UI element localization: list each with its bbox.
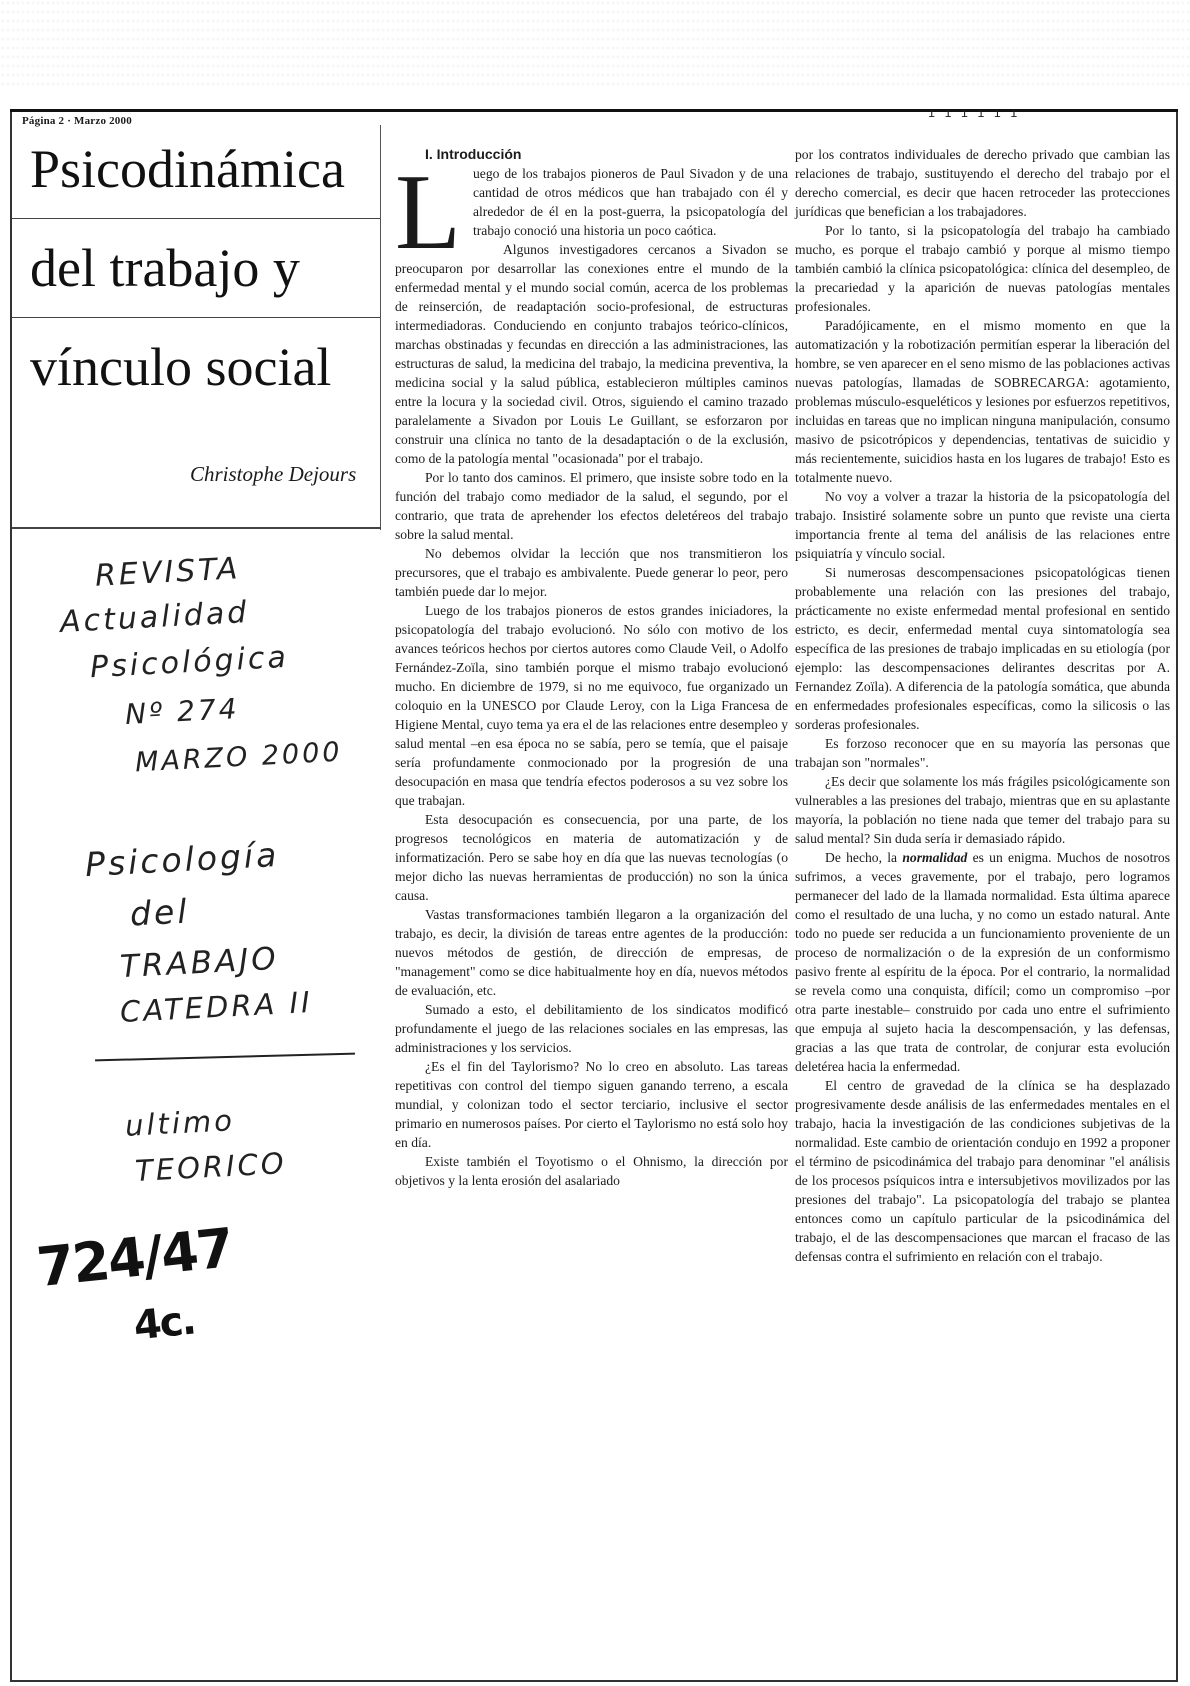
paragraph: Algunos investigadores cercanos a Sivadon se preocuparon por desarrollar las conexiones entre el mundo de la enfermedad mental y el mundo social común, acerca de los problemas de reinserción, de readaptación socio-profesional, de estructuras intermediadoras. Conduciendo en conjunto trabajos teórico-clínicos, marchas obstinadas y fecundas en dirección a las administraciones, las estructuras de salud, la medicina del trabajo, la medicina preventiva, la medicina social y la salud pública, establecieron múltiples caminos entre la locura y la sociedad civil. Otros, siguiendo el camino trazado paralelamente a Sivadon por Louis Le Guillant, se esforzaron por construir una clínica no tanto de la desadaptación o de la exclusión, como de la patología mental "ocasionada" por el trabajo. — [395, 242, 788, 466]
paragraph: ¿Es el fin del Taylorismo? No lo creo en absoluto. Las tareas repetitivas con control del tiempo siguen ganando terreno, a escala mundial, y colonizan todo el sector terciario, inclusive el sector primario en numerosos países. Por cierto el Taylorismo no está solo hoy en día. — [395, 1059, 788, 1150]
paragraph: Por lo tanto, si la psicopatología del trabajo ha cambiado mucho, es porque el trabajo cambió y porque al mismo tiempo también cambió la clínica psicopatológica: clínica del desempleo, de la precariedad y la aparición de nuevas patologías mentales profesionales. — [795, 223, 1170, 314]
stamp-number — [34, 1216, 242, 1362]
emphasis-term: normalidad — [902, 850, 968, 865]
paragraph: por los contratos individuales de derecho privado que cambian las relaciones de trabajo, sustituyendo el derecho del trabajo por el derecho comercial, es decir que hacen retroceder las protecciones jurídicas que benefician a los trabajadores. — [795, 147, 1170, 219]
right-rule — [1176, 112, 1178, 1682]
handwritten-note: MARZO 2000 — [134, 736, 344, 779]
title-line-2: del trabajo y — [12, 219, 380, 318]
handwritten-note: ultimo — [124, 1103, 236, 1143]
article-column-2 — [395, 145, 788, 1190]
paragraph: No voy a volver a trazar la historia de la psicopatología del trabajo. Insistiré solamente sobre un punto que reviste una cierta importancia frente al tema del análisis de las relaciones entre psiquiatría y vínculo social. — [795, 489, 1170, 561]
handwritten-note: Actualidad — [59, 595, 251, 640]
stamp-line-2: 4c. — [131, 1297, 197, 1350]
page-marks: ı ı ı ı ı ı — [928, 106, 1019, 120]
bottom-rule — [10, 1680, 1178, 1682]
paragraph: Sumado a esto, el debilitamiento de los sindicatos modificó profundamente el juego de las relaciones sociales en las empresas, las administraciones y los servicios. — [395, 1002, 788, 1055]
title-line-1: Psicodinámica — [12, 128, 380, 219]
paragraph: Existe también el Toyotismo o el Ohnismo, la dirección por objetivos y la lenta erosión del asalariado — [395, 1154, 788, 1188]
title-line-3: vínculo social — [30, 337, 332, 397]
handwritten-note: Psicológica — [89, 639, 290, 686]
handwritten-note: Psicología — [84, 834, 281, 885]
paragraph-text: es un enigma. Muchos de nosotros sufrimos, a veces gravemente, por el trabajo, pero logramos permanecer del lado de la llamada normalidad. Esta última aparece como el resultado de una lucha, y no como un estado natural. Ante todo no puede ser reducida a un funcionamiento proveniente de un proceso de normalización o de la expresión de un conformismo pasivo frente al espíritu de la época. Por el contrario, la normalidad se revela como una conquista, difícil; como un compromiso –por otra parte inestable– construido por cada uno entre el sufrimiento que empuja al sujeto hacia la descompensación, y las defensas, gracias a las que trata de controlar, de conjurar esta evolución deletérea hacia la enfermedad. — [795, 850, 1170, 1074]
article-title — [12, 128, 380, 416]
handwritten-note: Nº 274 — [124, 692, 241, 731]
handwritten-note: TRABAJO — [119, 940, 280, 986]
dropcap: L — [395, 153, 461, 272]
handwritten-underline — [95, 1053, 355, 1062]
article-column-3 — [795, 145, 1170, 1266]
column-divider — [380, 125, 381, 530]
paragraph: No debemos olvidar la lección que nos transmitieron los precursores, que el trabajo es ambivalente. Puede generar lo peor, pero también puede dar lo mejor. — [395, 546, 788, 599]
paragraph: Paradójicamente, en el mismo momento en que la automatización y la robotización permitían esperar la liberación del hombre, se ven aparecer en el seno mismo de las poblaciones activas nuevas patologías, llamadas de SOBRECARGA: agotamiento, problemas músculo-esqueléticos y lesiones por esfuerzos repetitivos, incluidas en tareas que no implican ninguna manipulación, consumo masivo de psicotrópicos y dependencias, tentativas de suicidio y más recientemente, suicidios hasta en los lugares de trabajo! Esto es totalmente nuevo. — [795, 318, 1170, 485]
handwritten-note: TEORICO — [134, 1146, 288, 1188]
paragraph: Esta desocupación es consecuencia, por una parte, de los progresos tecnológicos en materia de automatización y de informatización. Pero se sabe hoy en día que las nuevas tecnologías (o mejor dicho las nuevas herramientas de producción) no son la única causa. — [395, 812, 788, 903]
paragraph-text: uego de los trabajos pioneros de Paul Sivadon y de una cantidad de otros médicos que han trabajado con él y alrededor de él en la post-guerra, la psicopatología del trabajo conoció una historia un poco caótica. — [472, 166, 788, 238]
paragraph: Luego de los trabajos pioneros de estos grandes iniciadores, la psicopatología del trabajo evolucionó. No sólo con motivo de los avances teóricos hechos por ciertos autores como Claude Veil, o Adolfo Fernández-Zoïla, sino también porque el mismo trabajo evolucionó mucho. En diciembre de 1979, si no me equivoco, fue organizado un coloquio en la UNESCO por Claude Leroy, con la Liga Francesa de Higiene Mental, cuyo tema ya era el de las relaciones entre desempleo y salud mental –en esa época no se sabía, pero se temía, que el paisaje sería profundamente conmocionado por la progresión de una desocupación en masa que tendría efectos poderosos a su vez sobre los que trabajan. — [395, 603, 788, 808]
paragraph: El centro de gravedad de la clínica se ha desplazado progresivamente desde análisis de las enfermedades mentales en el trabajo, hacia la investigación de las condiciones subjetivas de la normalidad. Este cambio de orientación condujo en 1992 a proponer el término de psicodinámica del trabajo para denominar "el análisis de los procesos psíquicos intra e intersubjetivos movilizados por las presiones del trabajo". La psicopatología del trabajo se plantea entonces como un capítulo particular de la psicodinámica del trabajo, el de las descompensaciones que marcan el fracaso de las defensas contra el sufrimiento en relación con el trabajo. — [795, 1078, 1170, 1264]
paragraph: Por lo tanto dos caminos. El primero, que insiste sobre todo en la función del trabajo como mediador de la salud, el segundo, por el contrario, que trata de aprehender los efectos deletéreos del trabajo sobre la salud mental. — [395, 470, 788, 542]
handwritten-note: REVISTA — [94, 551, 242, 594]
paragraph — [795, 848, 1170, 1076]
author-name: Christophe Dejours — [190, 462, 357, 486]
page-label: Página 2 · Marzo 2000 — [22, 115, 132, 127]
section-heading: I. Introducción — [425, 146, 522, 162]
author-rule — [12, 527, 381, 529]
handwritten-note: del — [129, 891, 191, 934]
stamp-line-1: 724/47 — [33, 1216, 236, 1300]
scan-noise — [0, 0, 1190, 90]
paragraph: Es forzoso reconocer que en su mayoría las personas que trabajan son "normales". — [795, 736, 1170, 770]
paragraph: ¿Es decir que solamente los más frágiles psicológicamente son vulnerables a las presiones del trabajo, mientras que en su aplastante mayoría, la población no tiene nada que temer del trabajo para su salud mental? Sin duda sería ir demasiado rápido. — [795, 774, 1170, 846]
paragraph-text: De hecho, la — [825, 850, 903, 865]
paragraph: Si numerosas descompensaciones psicopatológicas tienen probablemente una relación con las presiones del trabajo, prácticamente no existe enfermedad mental profesional en sentido estricto, es decir, enfermedad mental cuya sintomatología sea específica de las presiones de trabajo implicadas en su etiología (por ejemplo: las descompensaciones delirantes descritas por A. Fernandez Zoïla). A diferencia de la patología somática, que abunda en enfermedades profesionales específicas, como la silicosis o las sorderas profesionales. — [795, 565, 1170, 732]
handwritten-note: CATEDRA II — [119, 984, 314, 1030]
paragraph: Vastas transformaciones también llegaron a la organización del trabajo, es decir, la división de tareas entre agentes de la producción: nuevos métodos de gestión, de dirección de empresas, de "management" como se dice habitualmente hoy en día, nuevos métodos de evaluación, etc. — [395, 907, 788, 998]
